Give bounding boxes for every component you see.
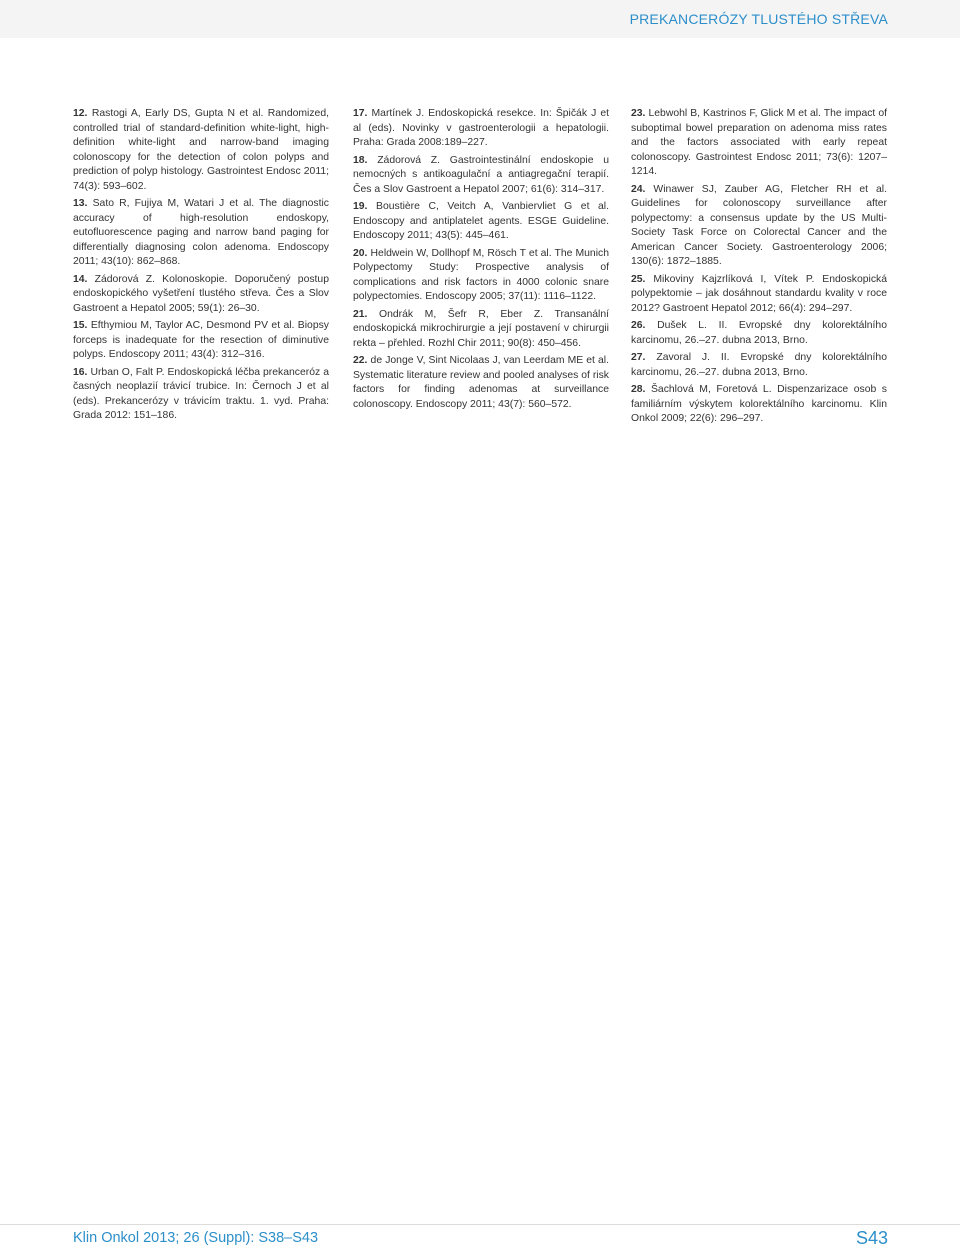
reference-number: 22.	[353, 355, 368, 366]
reference-text: Winawer SJ, Zauber AG, Fletcher RH et al. Guidelines for colonoscopy surveillance after polypectomy: a consensus update by the US Multi-Society Task Force on Colorectal Cancer and the American Cancer Society. Gastroenterology 2006; 130(6): 1872–1885.	[631, 183, 887, 267]
running-head: PREKANCERÓZY TLUSTÉHO STŘEVA	[629, 11, 888, 27]
reference-text: Sato R, Fujiya M, Watari J et al. The diagnostic accuracy of high-resolution endoskopy, eutofluorescence paging and narrow band paging for differentially diagnosing colon adenoma. Endoscopy 2011; 43(10): 862–868.	[73, 198, 329, 267]
reference-text: Urban O, Falt P. Endoskopická léčba prekanceróz a časných neoplazií trávicí trubice. In: Černoch J et al (eds). Prekancerózy v trávicím traktu. 1. vyd. Praha: Grada 2012: 151–186.	[73, 366, 329, 421]
header-band	[0, 0, 960, 38]
reference-text: Šachlová M, Foretová L. Dispenzarizace osob s familiárním výskytem kolorektálního karcinomu. Klin Onkol 2009; 22(6): 296–297.	[631, 384, 887, 424]
reference-column-2	[353, 107, 609, 415]
reference-item	[631, 383, 887, 427]
reference-number: 25.	[631, 273, 646, 285]
reference-item	[353, 154, 609, 198]
reference-number: 24.	[631, 183, 646, 195]
journal-citation: Klin Onkol 2013; 26 (Suppl): S38–S43	[73, 1230, 319, 1246]
footer-divider	[0, 1224, 960, 1225]
reference-item	[631, 319, 887, 348]
reference-text: Efthymiou M, Taylor AC, Desmond PV et al. Biopsy forceps is inadequate for the resection of diminutive polyps. Endoscopy 2011; 43(4): 312–316.	[73, 320, 329, 360]
reference-item	[631, 183, 887, 270]
reference-item	[353, 308, 609, 352]
reference-number: 21.	[353, 308, 368, 320]
reference-text: Dušek L. II. Evropské dny kolorektálního karcinomu, 26.–27. dubna 2013, Brno.	[631, 320, 887, 346]
reference-text: de Jonge V, Sint Nicolaas J, van Leerdam ME et al. Systematic literature review and pooled analyses of risk factors for finding adenomas at surveillance colonoscopy. Endoscopy 2011; 43(7): 560–572.	[353, 355, 609, 410]
reference-text: Martínek J. Endoskopická resekce. In: Špičák J et al (eds). Novinky v gastroenterologii a hepatologii. Praha: Grada 2008:189–227.	[353, 108, 609, 148]
reference-item	[353, 107, 609, 151]
reference-number: 13.	[73, 198, 88, 209]
reference-text: Zádorová Z. Gastrointestinální endoskopie u nemocných s antikoagulační a antiagregační terapií. Čes a Slov Gastroent a Hepatol 2007; 61(6): 314–317.	[353, 154, 610, 195]
reference-number: 16.	[73, 366, 88, 378]
reference-item	[73, 273, 329, 317]
reference-text: Zádorová Z. Kolonoskopie. Doporučený postup endoskopického vyšetření tlustého střeva. Čes a Slov Gastroent a Hepatol 2005; 59(1): 26–30.	[73, 273, 329, 314]
reference-number: 27.	[631, 352, 646, 363]
reference-number: 28.	[631, 384, 646, 395]
reference-number: 17.	[353, 108, 368, 119]
reference-item	[353, 354, 609, 412]
reference-number: 19.	[353, 201, 368, 212]
reference-text: Boustière C, Veitch A, Vanbiervliet G et al. Endoscopy and antiplatelet agents. ESGE Guideline. Endoscopy 2011; 43(5): 445–461.	[353, 201, 609, 241]
reference-text: Ondrák M, Šefr R, Eber Z. Transanální endoskopická mikrochirurgie a její postavení v chirurgii rekta – přehled. Rozhl Chir 2011; 90(8): 450–456.	[353, 308, 609, 349]
reference-text: Zavoral J. II. Evropské dny kolorektálního karcinomu, 26.–27. dubna 2013, Brno.	[631, 352, 887, 378]
reference-number: 20.	[353, 247, 368, 259]
reference-text: Lebwohl B, Kastrinos F, Glick M et al. The impact of suboptimal bowel preparation on adenoma miss rates and the factors associated with early repeat colonoscopy. Gastrointest Endosc 2011; 73(6): 1207–1214.	[631, 108, 887, 177]
reference-number: 14.	[73, 273, 88, 285]
page-number: S43	[855, 1228, 888, 1248]
reference-text: Heldwein W, Dollhopf M, Rösch T et al. The Munich Polypectomy Study: Prospective analysis of complications and risk factors in 4000 colonic snare polypectomies. Endoscopy 2005; 37(11): 1116–1122.	[353, 247, 609, 302]
reference-item	[353, 200, 609, 244]
reference-item	[631, 107, 887, 180]
reference-column-1	[73, 107, 329, 427]
reference-number: 26.	[631, 320, 646, 331]
reference-column-3	[631, 107, 887, 430]
reference-item	[73, 366, 329, 424]
reference-number: 15.	[73, 320, 88, 331]
reference-number: 12.	[73, 108, 88, 119]
reference-item	[73, 319, 329, 363]
reference-item	[73, 197, 329, 270]
reference-number: 18.	[353, 154, 368, 166]
reference-text: Rastogi A, Early DS, Gupta N et al. Randomized, controlled trial of standard-definition white-light, high-definition white-light and narrow-band imaging colonoscopy for the detection of colon polyps and prediction of polyp histology. Gastrointest Endosc 2011; 74(3): 593–602.	[73, 108, 329, 192]
reference-item	[631, 351, 887, 380]
reference-number: 23.	[631, 108, 646, 119]
reference-text: Mikoviny Kajzrlíková I, Vítek P. Endoskopická polypektomie – jak dosáhnout standardu kvality v roce 2012? Gastroent Hepatol 2012; 66(4): 294–297.	[631, 273, 887, 314]
reference-item	[73, 107, 329, 194]
reference-item	[631, 273, 887, 317]
reference-item	[353, 247, 609, 305]
